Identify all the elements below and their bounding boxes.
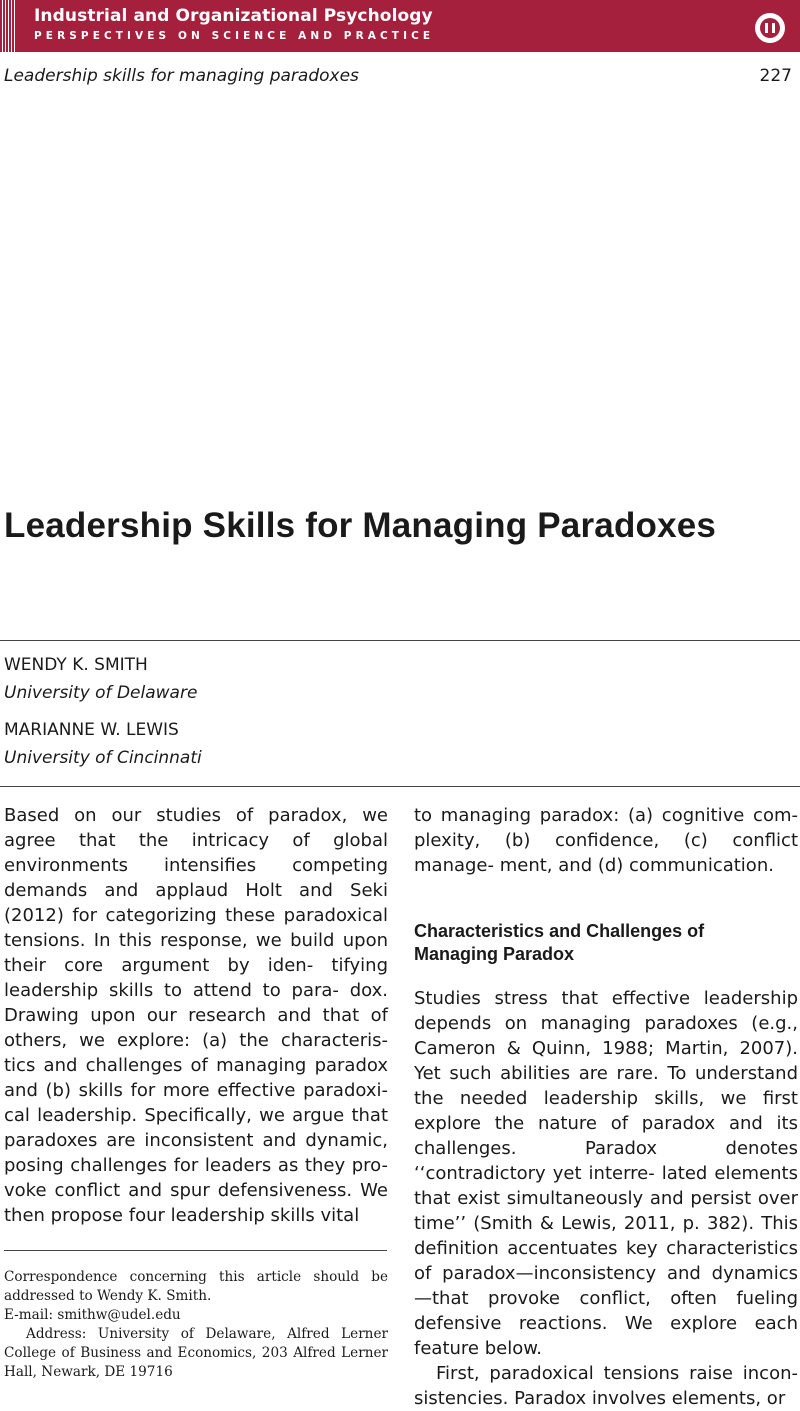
text-line: that the intricacy of global environments [4, 830, 388, 876]
author-name: WENDY K. SMITH [4, 655, 148, 675]
running-head-title: Leadership skills for managing paradoxes [4, 66, 359, 86]
footnote-line: addressed to Wendy K. Smith. [4, 1288, 212, 1304]
text-line: persist over time’’ (Smith & Lewis, 2011, [414, 1188, 798, 1234]
footnote-email: E-mail: smithw@udel.edu [4, 1307, 181, 1323]
body-paragraph [414, 803, 798, 878]
text-line: depends on managing paradoxes (e.g., [414, 1013, 798, 1034]
journal-title: Industrial and Organizational Psychology [34, 6, 433, 26]
text-line: sistencies. Paradox involves elements, or [414, 1388, 786, 1409]
journal-banner [0, 0, 800, 52]
text-line: Studies stress that effective leadership [414, 988, 798, 1009]
text-line: the nature of paradox and its challenges. [414, 1113, 798, 1159]
journal-logo-icon [755, 13, 785, 43]
body-paragraph [414, 1361, 798, 1411]
body-paragraph [414, 986, 798, 1361]
text-line: and dynamics—that provoke conflict, often [414, 1263, 798, 1309]
text-line: to managing paradox: (a) cognitive com- [414, 805, 798, 826]
text-line: Based on our studies of paradox, we agree [4, 805, 388, 851]
body-column-right [414, 803, 798, 878]
text-line: cal leadership. Specifically, we argue that [4, 1105, 388, 1126]
text-line: voke conflict and spur defensiveness. We [4, 1180, 388, 1201]
footnote-address [4, 1325, 388, 1382]
text-line: Cameron & Quinn, 1988; Martin, 2007). [414, 1038, 798, 1059]
section-heading [414, 920, 798, 966]
footnote-line: Correspondence concerning this article should be [4, 1269, 388, 1285]
text-line: First, paradoxical tensions raise incon- [436, 1363, 798, 1384]
text-line: paradoxical tensions. In this response, we [4, 905, 388, 951]
text-line: build upon their core argument by iden- [4, 930, 388, 976]
text-line: the needed leadership skills, we first explore [414, 1088, 798, 1134]
text-line: Holt and Seki (2012) for categorizing these [4, 880, 388, 926]
text-line: posing challenges for leaders as they pro- [4, 1155, 388, 1176]
heading-line: Characteristics and Challenges of [414, 921, 705, 941]
footnote-rule [4, 1250, 387, 1251]
abstract-paragraph [4, 803, 388, 1228]
text-line: plexity, (b) confidence, (c) conflict manage- [414, 830, 798, 876]
text-line: each feature below. [414, 1313, 798, 1359]
author-affiliation: University of Delaware [4, 683, 198, 703]
footnote-line: Address: University of Delaware, Alfred Lerner [26, 1326, 388, 1342]
body-column-left [4, 803, 388, 1228]
authors-rule [0, 786, 800, 787]
text-line: characteristics of paradox—inconsistency [414, 1238, 798, 1284]
text-line: fueling defensive reactions. We explore [414, 1288, 798, 1334]
footnote-line: College of Business and Economics, 203 Alfred Lerner [4, 1345, 388, 1361]
author-affiliation: University of Cincinnati [4, 748, 202, 768]
article-title: Leadership Skills for Managing Paradoxes [4, 506, 717, 545]
heading-line: Managing Paradox [414, 944, 575, 964]
journal-subtitle: PERSPECTIVES ON SCIENCE AND PRACTICE [34, 30, 435, 42]
footnote-line: Hall, Newark, DE 19716 [4, 1364, 173, 1380]
body-column-right-section [414, 986, 798, 1411]
text-line: tics and challenges of managing paradox [4, 1055, 388, 1076]
text-line: paradoxes are inconsistent and dynamic, [4, 1130, 388, 1151]
text-line: p. 382). This definition accentuates key [414, 1213, 799, 1259]
title-rule [0, 640, 800, 641]
text-line: and (b) skills for more effective paradoxi- [4, 1080, 388, 1101]
text-line: dox. Drawing upon our research and that [4, 980, 388, 1026]
text-line: tifying leadership skills to attend to para- [4, 955, 388, 1001]
text-line: lated elements that exist simultaneously and [414, 1163, 798, 1209]
text-line: intensifies competing demands and applaud [4, 855, 388, 901]
text-line: of others, we explore: (a) the characteris- [4, 1005, 388, 1051]
text-line: Yet such abilities are rare. To understand [414, 1063, 798, 1084]
page-number: 227 [759, 66, 792, 86]
text-line: Paradox denotes ‘‘contradictory yet interre- [414, 1138, 798, 1184]
text-line: then propose four leadership skills vital [4, 1205, 360, 1226]
banner-stripe-decoration [0, 0, 16, 52]
footnote-correspondence [4, 1268, 388, 1306]
author-name: MARIANNE W. LEWIS [4, 720, 179, 740]
text-line: ment, and (d) communication. [499, 855, 774, 876]
